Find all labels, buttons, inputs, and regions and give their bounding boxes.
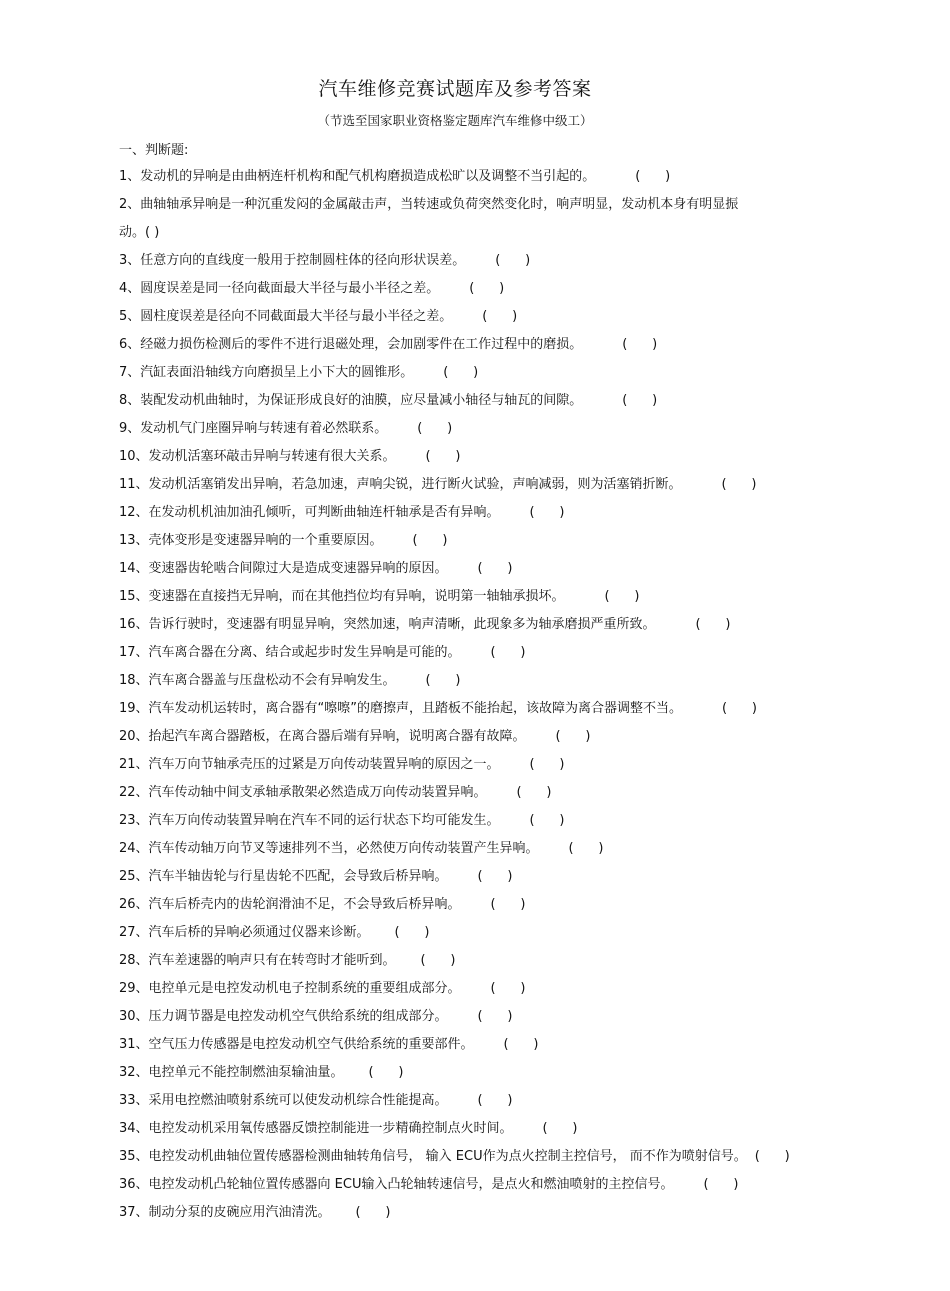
answer-blank[interactable]: ( )	[477, 1009, 513, 1024]
question-text: 10、发动机活塞环敲击异响与转速有很大关系。	[119, 449, 396, 464]
answer-blank[interactable]: ( )	[490, 897, 526, 912]
question-item	[119, 583, 819, 611]
answer-blank[interactable]: ( )	[477, 561, 513, 576]
section-heading: 一、判断题:	[119, 143, 189, 158]
question-item	[119, 779, 819, 807]
question-list	[119, 163, 819, 1227]
answer-blank[interactable]: ( )	[482, 309, 518, 324]
question-item	[119, 443, 819, 471]
answer-blank[interactable]: ( )	[469, 281, 505, 296]
answer-blank[interactable]: ( )	[695, 617, 731, 632]
answer-blank[interactable]: ( )	[355, 1205, 391, 1220]
question-text: 17、汽车离合器在分离、结合或起步时发生异响是可能的。	[119, 645, 461, 660]
answer-blank[interactable]: ( )	[425, 449, 461, 464]
question-item	[119, 667, 819, 695]
question-item	[119, 331, 819, 359]
question-text: 8、装配发动机曲轴时，为保证形成良好的油膜，应尽量减小轴径与轴瓦的间隙。	[119, 393, 583, 408]
answer-blank[interactable]: ( )	[477, 1093, 513, 1108]
question-item	[119, 163, 819, 191]
answer-blank[interactable]: ( )	[703, 1177, 739, 1192]
answer-blank[interactable]: ( )	[477, 869, 513, 884]
question-text: 5、圆柱度误差是径向不同截面最大半径与最小半径之差。	[119, 309, 453, 324]
question-text: 33、采用电控燃油喷射系统可以使发动机综合性能提高。	[119, 1093, 448, 1108]
answer-blank[interactable]: ( )	[622, 337, 658, 352]
question-text: 31、空气压力传感器是电控发动机空气供给系统的重要部件。	[119, 1037, 474, 1052]
question-text: 6、经磁力损伤检测后的零件不进行退磁处理，会加剧零件在工作过程中的磨损。	[119, 337, 583, 352]
question-item	[119, 471, 819, 499]
question-text: 9、发动机气门座圈异响与转速有着必然联系。	[119, 421, 388, 436]
question-text: 2、曲轴轴承异响是一种沉重发闷的金属敲击声，当转速或负荷突然变化时，响声明显，发动机本身有明显振	[119, 197, 739, 212]
question-text: 23、汽车万向传动装置异响在汽车不同的运行状态下均可能发生。	[119, 813, 500, 828]
question-item	[119, 415, 819, 443]
question-text: 1、发动机的异响是由曲柄连杆机构和配气机构磨损造成松旷以及调整不当引起的。	[119, 169, 596, 184]
answer-blank[interactable]: ( )	[516, 785, 552, 800]
answer-blank[interactable]: ( )	[722, 701, 757, 716]
answer-blank[interactable]: ( )	[490, 981, 526, 996]
question-text: 24、汽车传动轴万向节叉等速排列不当，必然使万向传动装置产生异响。	[119, 841, 539, 856]
question-item	[119, 275, 819, 303]
answer-blank[interactable]: ( )	[417, 421, 453, 436]
question-continuation: 动。( )	[119, 225, 160, 240]
question-text: 21、汽车万向节轴承壳压的过紧是万向传动装置异响的原因之一。	[119, 757, 500, 772]
question-item	[119, 1143, 819, 1171]
question-item	[119, 555, 819, 583]
question-item	[119, 191, 819, 247]
document-subtitle: （节选至国家职业资格鉴定题库汽车维修中级工）	[317, 113, 593, 128]
question-item	[119, 611, 819, 639]
question-text: 27、汽车后桥的异响必须通过仪器来诊断。	[119, 925, 370, 940]
question-item	[119, 891, 819, 919]
answer-blank[interactable]: ( )	[555, 729, 591, 744]
question-text: 18、汽车离合器盖与压盘松动不会有异响发生。	[119, 673, 396, 688]
answer-blank[interactable]: ( )	[568, 841, 604, 856]
question-item	[119, 1059, 819, 1087]
answer-blank[interactable]: ( )	[425, 673, 461, 688]
question-text: 25、汽车半轴齿轮与行星齿轮不匹配，会导致后桥异响。	[119, 869, 448, 884]
question-item	[119, 499, 819, 527]
question-text: 12、在发动机机油加油孔倾听，可判断曲轴连杆轴承是否有异响。	[119, 505, 500, 520]
answer-blank[interactable]: ( )	[503, 1037, 539, 1052]
question-item	[119, 387, 819, 415]
answer-blank[interactable]: ( )	[420, 953, 456, 968]
answer-blank[interactable]: ( )	[529, 757, 565, 772]
question-item	[119, 247, 819, 275]
question-text: 14、变速器齿轮啮合间隙过大是造成变速器异响的原因。	[119, 561, 448, 576]
question-text: 4、圆度误差是同一径向截面最大半径与最小半径之差。	[119, 281, 440, 296]
question-text: 11、发动机活塞销发出异响，若急加速，声响尖锐，进行断火试验，声响减弱，则为活塞销折断。	[119, 477, 682, 492]
question-text: 26、汽车后桥壳内的齿轮润滑油不足，不会导致后桥异响。	[119, 897, 461, 912]
question-item	[119, 919, 819, 947]
question-item	[119, 751, 819, 779]
document-title: 汽车维修竞赛试题库及参考答案	[318, 78, 592, 100]
question-text: 28、汽车差速器的响声只有在转弯时才能听到。	[119, 953, 396, 968]
question-item	[119, 1087, 819, 1115]
question-item	[119, 1171, 819, 1199]
question-text: 34、电控发动机采用氧传感器反馈控制能进一步精确控制点火时间。	[119, 1121, 513, 1136]
question-text: 3、任意方向的直线度一般用于控制圆柱体的径向形状误差。	[119, 253, 466, 268]
question-text: 35、电控发动机曲轴位置传感器检测曲轴转角信号， 输入 ECU作为点火控制主控信号， 而不作为喷射信号。	[119, 1149, 747, 1164]
question-text: 29、电控单元是电控发动机电子控制系统的重要组成部分。	[119, 981, 461, 996]
question-item	[119, 527, 819, 555]
question-item	[119, 835, 819, 863]
question-text: 36、电控发动机凸轮轴位置传感器向 ECU输入凸轮轴转速信号，是点火和燃油喷射的主控信号。	[119, 1177, 674, 1192]
question-item	[119, 639, 819, 667]
question-item	[119, 947, 819, 975]
question-item	[119, 975, 819, 1003]
question-item	[119, 1003, 819, 1031]
question-item	[119, 1031, 819, 1059]
answer-blank[interactable]: ( )	[635, 169, 671, 184]
question-item	[119, 1199, 819, 1227]
question-item	[119, 359, 819, 387]
question-item	[119, 723, 819, 751]
question-item	[119, 863, 819, 891]
question-text: 20、抬起汽车离合器踏板，在离合器后端有异响，说明离合器有故障。	[119, 729, 526, 744]
question-text: 16、告诉行驶时，变速器有明显异响，突然加速，响声清晰，此现象多为轴承磨损严重所致。	[119, 617, 656, 632]
question-text: 13、壳体变形是变速器异响的一个重要原因。	[119, 533, 383, 548]
question-text: 37、制动分泵的皮碗应用汽油清洗。	[119, 1205, 331, 1220]
answer-blank[interactable]: ( )	[754, 1149, 790, 1164]
answer-blank[interactable]: ( )	[542, 1121, 578, 1136]
answer-blank[interactable]: ( )	[529, 505, 565, 520]
question-item	[119, 303, 819, 331]
answer-blank[interactable]: ( )	[368, 1065, 404, 1080]
question-text: 32、电控单元不能控制燃油泵输油量。	[119, 1065, 344, 1080]
answer-blank[interactable]: ( )	[490, 645, 526, 660]
question-item	[119, 695, 819, 723]
question-text: 7、汽缸表面沿轴线方向磨损呈上小下大的圆锥形。	[119, 365, 414, 380]
answer-blank[interactable]: ( )	[495, 253, 531, 268]
question-item	[119, 1115, 819, 1143]
answer-blank[interactable]: ( )	[622, 393, 658, 408]
answer-blank[interactable]: ( )	[412, 533, 448, 548]
answer-blank[interactable]: ( )	[443, 365, 479, 380]
answer-blank[interactable]: ( )	[721, 477, 757, 492]
question-text: 30、压力调节器是电控发动机空气供给系统的组成部分。	[119, 1009, 448, 1024]
question-item	[119, 807, 819, 835]
question-text: 22、汽车传动轴中间支承轴承散架必然造成万向传动装置异响。	[119, 785, 487, 800]
question-text: 19、汽车发动机运转时，离合器有“嚓嚓”的磨擦声，且踏板不能抬起，该故障为离合器调整不当。	[119, 701, 683, 716]
question-text: 15、变速器在直接挡无异响，而在其他挡位均有异响，说明第一轴轴承损坏。	[119, 589, 565, 604]
answer-blank[interactable]: ( )	[394, 925, 430, 940]
answer-blank[interactable]: ( )	[529, 813, 565, 828]
answer-blank[interactable]: ( )	[604, 589, 640, 604]
